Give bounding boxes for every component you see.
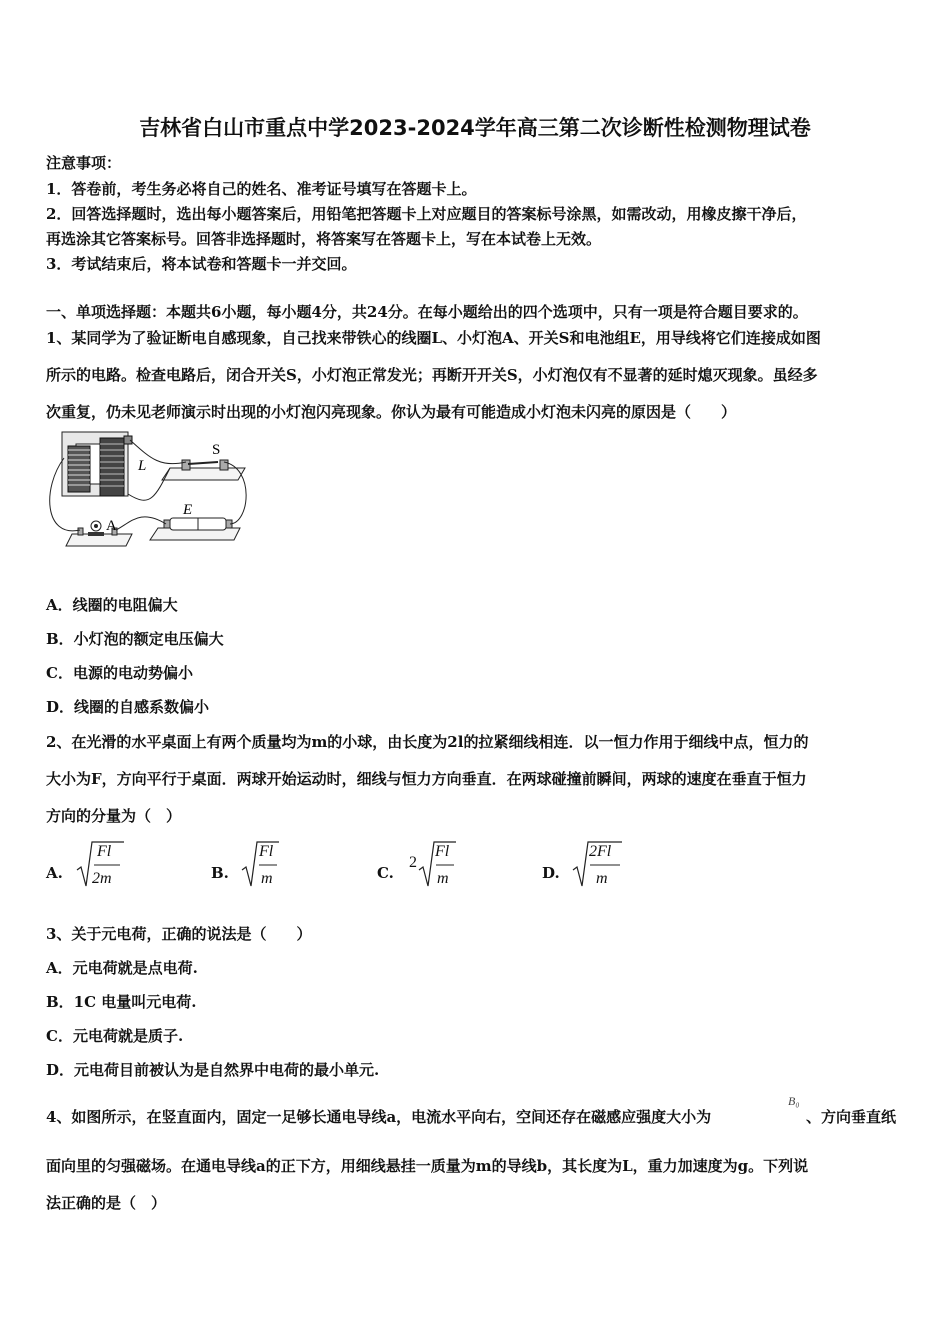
coil-icon xyxy=(62,432,132,496)
option-b-letter: B. xyxy=(211,864,229,882)
option-b: B．1C 电量叫元电荷. xyxy=(46,993,197,1011)
option-c: C．元电荷就是质子. xyxy=(46,1027,184,1045)
label-S: S xyxy=(212,442,221,458)
option-d: D．元电荷目前被认为是自然界中电荷的最小单元. xyxy=(46,1061,380,1079)
fraction-numerator: Fl xyxy=(97,843,112,860)
option-c-letter: C. xyxy=(377,864,394,882)
notice-item: 3．考试结束后，将本试卷和答题卡一并交回。 xyxy=(46,255,357,273)
option-d: D．线圈的自感系数偏小 xyxy=(46,698,210,716)
option-b: B．小灯泡的额定电压偏大 xyxy=(46,630,224,648)
option-a: A．线圈的电阻偏大 xyxy=(46,596,178,614)
notice-item: 1．答卷前，考生务必将自己的姓名、准考证号填写在答题卡上。 xyxy=(46,180,477,198)
fraction-numerator: Fl xyxy=(259,843,274,860)
question-stem: 2、在光滑的水平桌面上有两个质量均为m的小球，由长度为2l的拉紧细线相连．以一恒力作用于细线中点，恒力的 xyxy=(46,733,809,751)
option-c-coefficient: 2 xyxy=(409,854,417,871)
label-A: A xyxy=(106,518,117,534)
question-stem-cont: 、方向垂直纸 xyxy=(806,1108,897,1126)
battery-icon xyxy=(150,518,240,540)
section-heading: 一、单项选择题：本题共6小题，每小题4分，共24分。在每小题给出的四个选项中，只有一项是符合题目要求的。 xyxy=(46,303,808,321)
question-stem: 4、如图所示，在竖直面内，固定一足够长通电导线a，电流水平向右，空间还存在磁感应强度大小为 xyxy=(46,1108,712,1126)
option-d-letter: D. xyxy=(542,864,560,882)
notice-item: 再选涂其它答案标号。回答非选择题时，将答案写在答题卡上，写在本试卷上无效。 xyxy=(46,230,602,248)
fraction-denominator: m xyxy=(596,870,608,887)
b0-symbol: B₀ xyxy=(788,1094,800,1108)
fraction-denominator: m xyxy=(437,870,449,887)
question-stem: 3、关于元电荷，正确的说法是（ ） xyxy=(46,925,312,943)
question-stem: 法正确的是（ ） xyxy=(46,1194,167,1212)
fraction-denominator: 2m xyxy=(92,870,112,887)
label-E: E xyxy=(183,502,193,518)
notice-item: 2．回答选择题时，选出每小题答案后，用铅笔把答题卡上对应题目的答案标号涂黑，如需改动，用橡皮擦干净后， xyxy=(46,205,807,223)
question-stem: 所示的电路。检查电路后，闭合开关S，小灯泡正常发光；再断开开关S，小灯泡仅有不显著的延时熄灭现象。虽经多 xyxy=(46,366,818,384)
question-stem: 面向里的匀强磁场。在通电导线a的正下方，用细线悬挂一质量为m的导线b，其长度为L，重力加速度为g。下列说 xyxy=(46,1157,809,1175)
notice-heading: 注意事项： xyxy=(46,154,122,172)
question-stem: 方向的分量为（ ） xyxy=(46,807,182,825)
circuit-figure xyxy=(40,428,255,563)
option-c: C．电源的电动势偏小 xyxy=(46,664,193,682)
fraction-denominator: m xyxy=(261,870,273,887)
question-stem: 大小为F，方向平行于桌面．两球开始运动时，细线与恒力方向垂直．在两球碰撞前瞬间，两球的速度在垂直于恒力 xyxy=(46,770,807,788)
question-stem: 1、某同学为了验证断电自感现象，自己找来带铁心的线圈L、小灯泡A、开关S和电池组E，用导线将它们连接成如图 xyxy=(46,329,821,347)
fraction-numerator: 2Fl xyxy=(589,843,612,860)
option-a-letter: A. xyxy=(46,864,63,882)
page-title: 吉林省白山市重点中学2023-2024学年高三第二次诊断性检测物理试卷 xyxy=(139,116,811,140)
question-stem: 次重复，仍未见老师演示时出现的小灯泡闪亮现象。你认为最有可能造成小灯泡未闪亮的原因是（ ） xyxy=(46,403,737,421)
label-L: L xyxy=(138,458,147,474)
lamp-icon xyxy=(66,521,132,546)
fraction-numerator: Fl xyxy=(435,843,450,860)
option-a: A．元电荷就是点电荷. xyxy=(46,959,198,977)
switch-icon xyxy=(162,460,245,480)
